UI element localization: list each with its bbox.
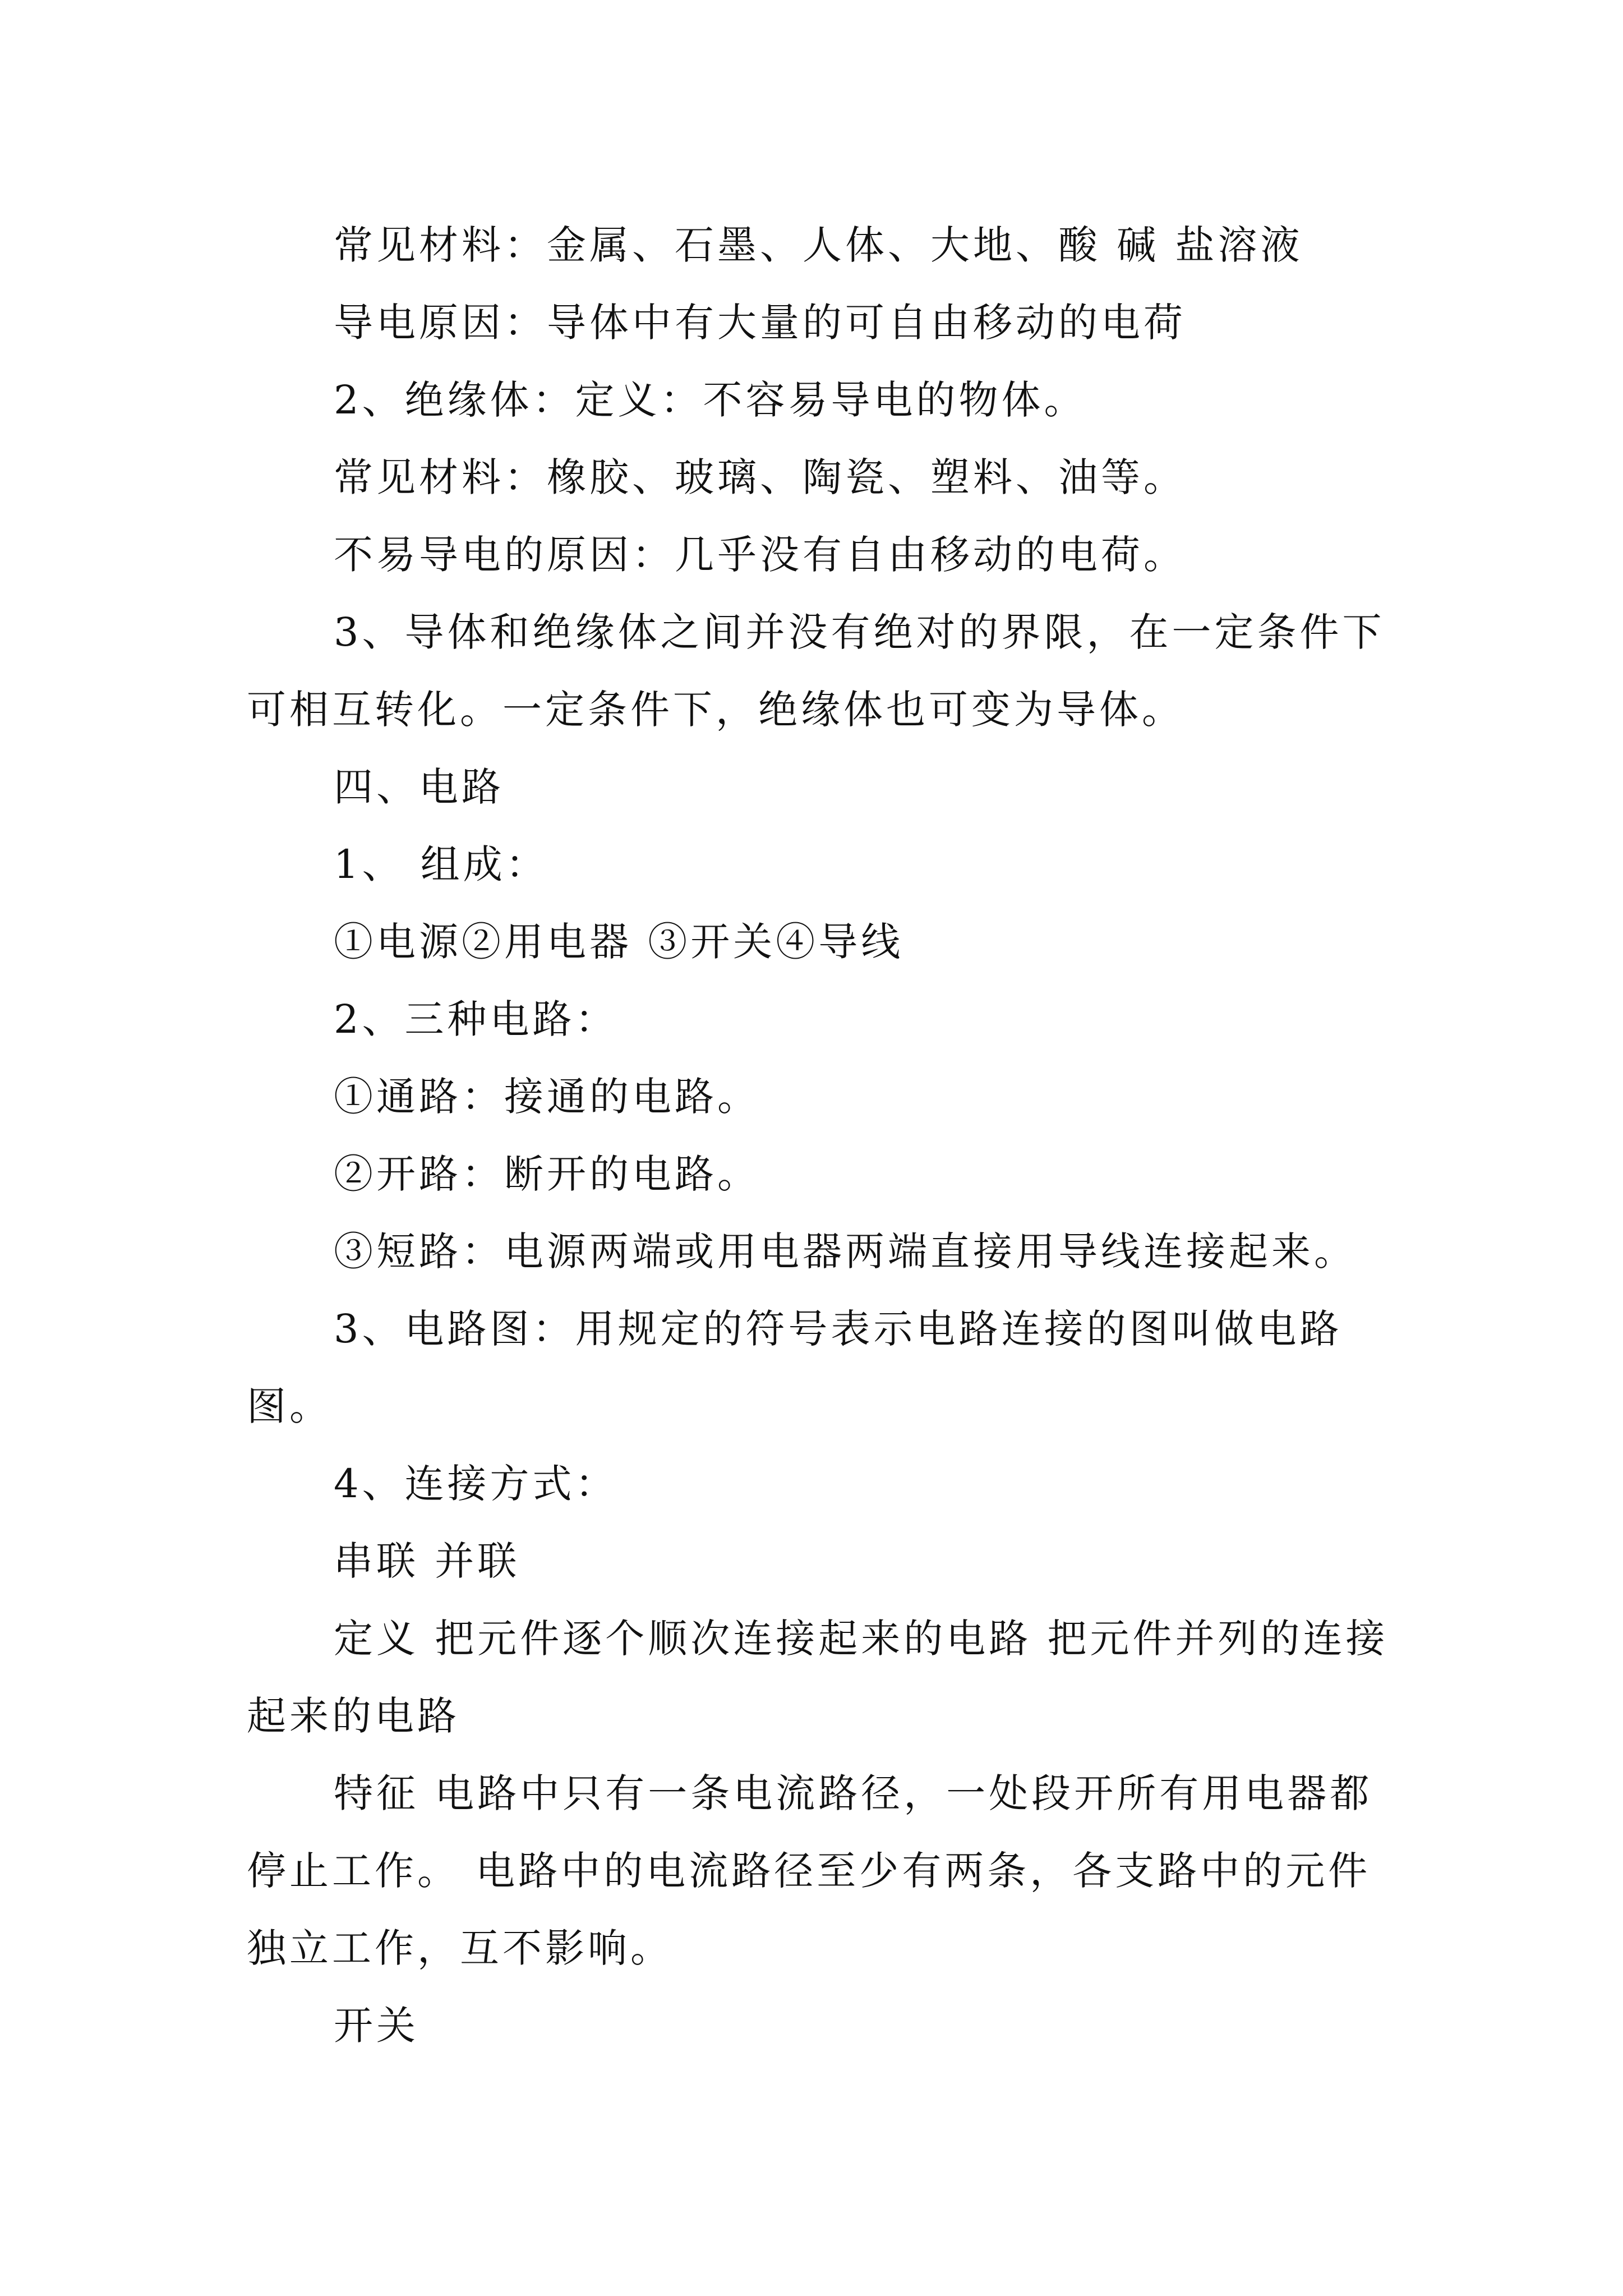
- paragraph-conductor-materials: 常见材料：金属、石墨、人体、大地、酸 碱 盐溶液: [334, 222, 1303, 268]
- paragraph-connection-methods: 4、连接方式：: [334, 1461, 618, 1507]
- paragraph-short-circuit: ③短路：电源两端或用电器两端直接用导线连接起来。: [334, 1228, 1357, 1274]
- paragraph-feature-row: 特征 电路中只有一条电流路径，一处段开所有用电器都停止工作。 电路中的电流路径至少有两条，各支路中的元件独立工作，互不影响。: [247, 1770, 1373, 1971]
- section-heading-circuit: 四、电路: [334, 764, 504, 810]
- paragraph-insulator-definition: 2、绝缘体：定义：不容易导电的物体。: [334, 377, 1087, 423]
- paragraph-circuit-components: ①电源②用电器 ③开关④导线: [334, 919, 904, 965]
- paragraph-conductor-insulator-boundary: 3、导体和绝缘体之间并没有绝对的界限，在一定条件下可相互转化。一定条件下，绝缘体也可变为导体。: [247, 609, 1385, 733]
- paragraph-switch-row: 开关: [334, 2003, 419, 2049]
- paragraph-open-circuit: ②开路：断开的电路。: [334, 1151, 760, 1197]
- paragraph-definition-row: 定义 把元件逐个顺次连接起来的电路 把元件并列的连接起来的电路: [247, 1616, 1389, 1739]
- paragraph-series-parallel-header: 串联 并联: [334, 1538, 520, 1584]
- paragraph-closed-circuit: ①通路：接通的电路。: [334, 1074, 760, 1120]
- paragraph-three-circuits-heading: 2、三种电路：: [334, 996, 618, 1042]
- paragraph-conduction-reason: 导电原因：导体中有大量的可自由移动的电荷: [334, 300, 1186, 346]
- paragraph-circuit-diagram: 3、电路图：用规定的符号表示电路连接的图叫做电路图。: [247, 1306, 1343, 1429]
- paragraph-nonconduction-reason: 不易导电的原因：几乎没有自由移动的电荷。: [334, 532, 1186, 578]
- paragraph-composition-heading: 1、 组成：: [334, 841, 548, 887]
- paragraph-insulator-materials: 常见材料：橡胶、玻璃、陶瓷、塑料、油等。: [334, 454, 1186, 500]
